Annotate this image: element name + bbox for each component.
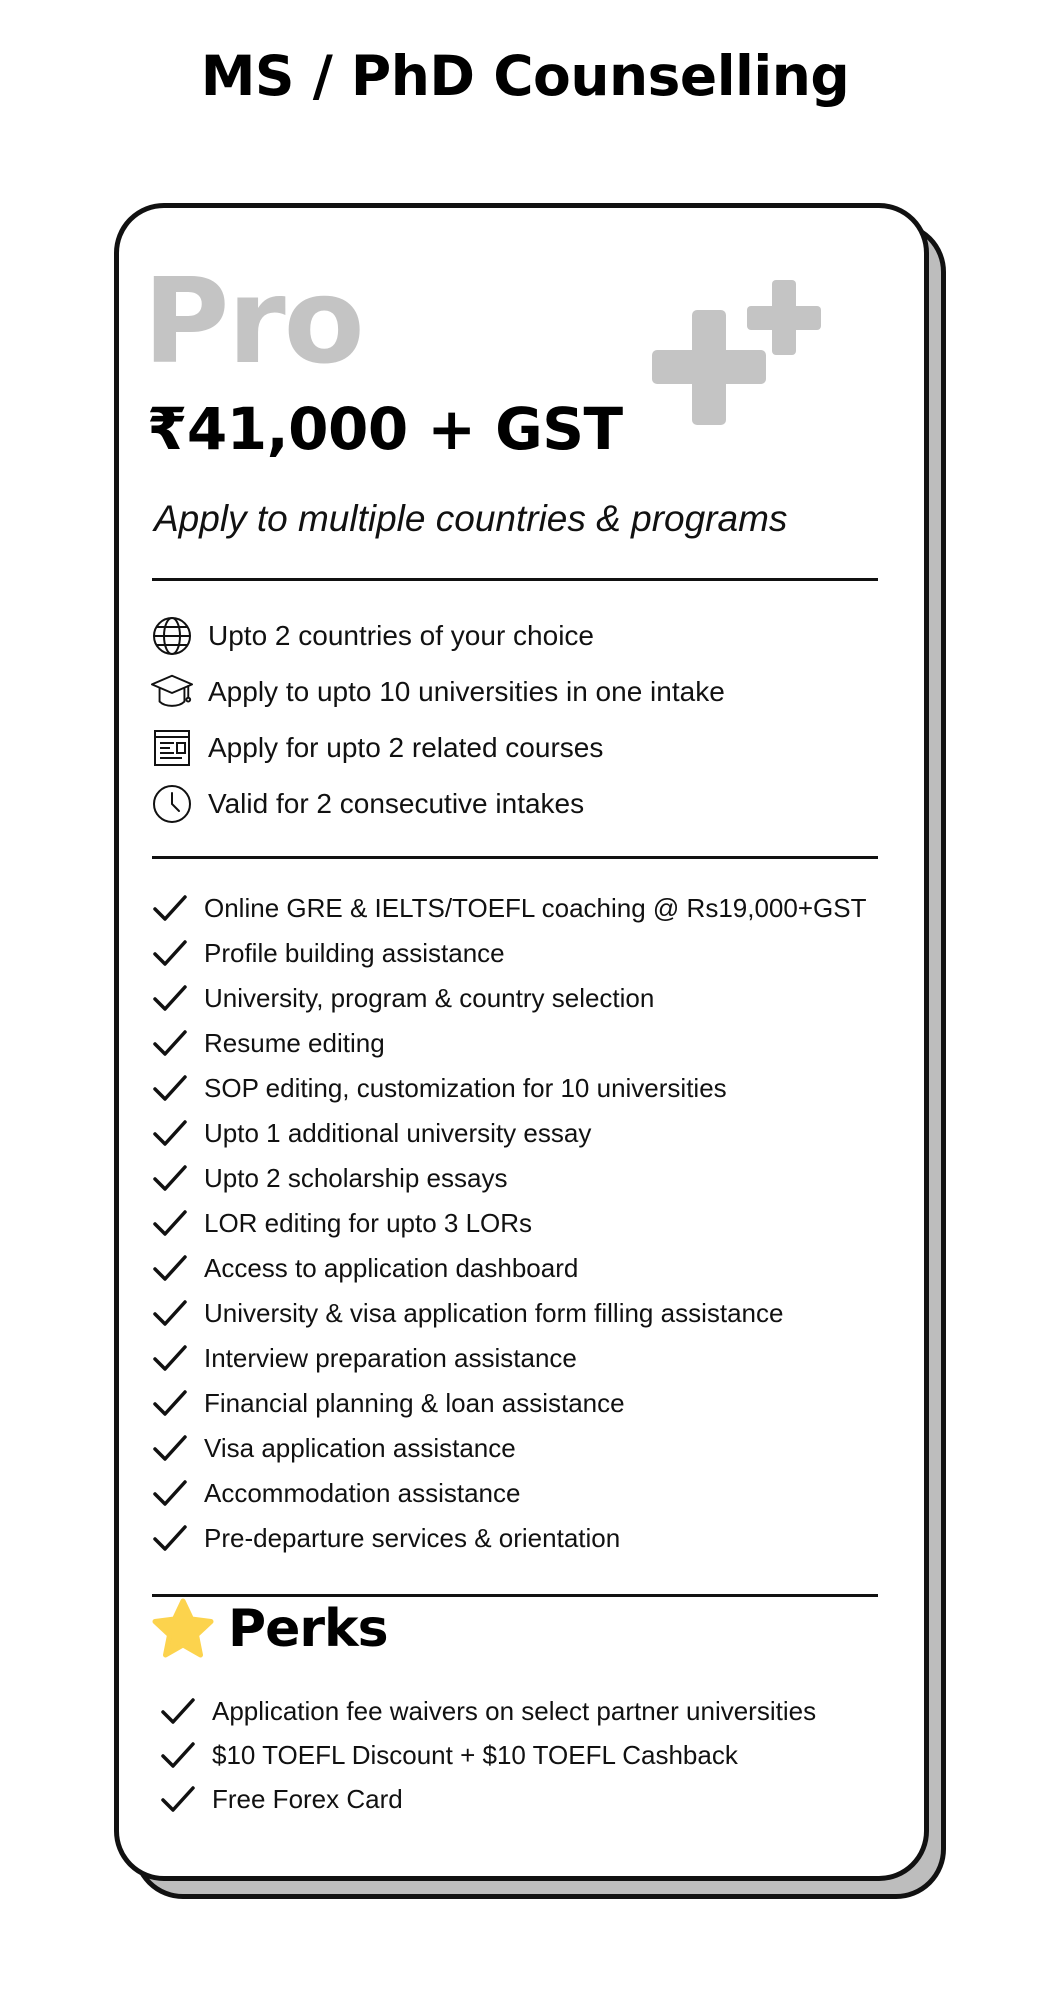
clock-icon: [150, 782, 194, 826]
list-item: [152, 1248, 578, 1288]
feature-courses: [150, 726, 603, 770]
checkmark-icon: [152, 1253, 188, 1283]
list-item-label: Interview preparation assistance: [204, 1342, 577, 1373]
list-item: [152, 888, 866, 928]
list-item: [152, 1023, 385, 1063]
list-item: [152, 1518, 620, 1558]
list-item: [152, 933, 505, 973]
list-item-label: Free Forex Card: [212, 1783, 403, 1814]
checkmark-icon: [152, 893, 188, 923]
feature-label: Valid for 2 consecutive intakes: [208, 788, 585, 819]
list-item-label: Accommodation assistance: [204, 1477, 521, 1508]
list-item: [152, 1158, 507, 1198]
checkmark-icon: [152, 1208, 188, 1238]
globe-icon: [150, 614, 194, 658]
perks-header: [150, 1598, 388, 1660]
list-item: [160, 1779, 403, 1819]
checkmark-icon: [160, 1696, 196, 1726]
feature-label: Apply for upto 2 related courses: [208, 732, 604, 763]
list-item-label: Profile building assistance: [204, 937, 505, 968]
list-item-label: SOP editing, customization for 10 universities: [204, 1072, 727, 1103]
plan-tagline: Apply to multiple countries & programs: [154, 498, 788, 539]
divider: [152, 1594, 878, 1597]
list-item: [152, 1203, 532, 1243]
checkmark-icon: [152, 1478, 188, 1508]
checkmark-icon: [160, 1784, 196, 1814]
checkmark-icon: [152, 1163, 188, 1193]
list-item: [160, 1735, 738, 1775]
checkmark-icon: [152, 1118, 188, 1148]
list-item-label: Access to application dashboard: [204, 1252, 579, 1283]
list-item-label: University & visa application form filling assistance: [204, 1297, 784, 1328]
list-item: [152, 1338, 577, 1378]
course-document-icon: [150, 726, 194, 770]
list-item-label: Visa application assistance: [204, 1432, 516, 1463]
page-title: MS / PhD Counselling: [200, 44, 850, 108]
list-item-label: University, program & country selection: [204, 982, 655, 1013]
checkmark-icon: [152, 1523, 188, 1553]
checkmark-icon: [152, 1433, 188, 1463]
list-item-label: Pre-departure services & orientation: [204, 1522, 621, 1553]
feature-validity: [150, 782, 584, 826]
checkmark-icon: [152, 1388, 188, 1418]
checkmark-icon: [152, 983, 188, 1013]
list-item: [152, 1383, 625, 1423]
list-item: [152, 1473, 520, 1513]
list-item: [152, 1068, 727, 1108]
list-item: [152, 978, 654, 1018]
tier-name: Pro: [143, 252, 363, 390]
feature-label: Upto 2 countries of your choice: [208, 620, 594, 651]
checkmark-icon: [160, 1740, 196, 1770]
list-item-label: Online GRE & IELTS/TOEFL coaching @ Rs19,000+GST: [204, 892, 867, 923]
star-icon: [150, 1598, 216, 1660]
feature-countries: [150, 614, 594, 658]
plan-price: ₹41,000 + GST: [147, 395, 623, 463]
list-item-label: Upto 2 scholarship essays: [204, 1162, 508, 1193]
list-item: [152, 1428, 516, 1468]
list-item: [152, 1113, 591, 1153]
list-item-label: LOR editing for upto 3 LORs: [204, 1207, 533, 1238]
graduation-cap-icon: [150, 670, 194, 714]
list-item-label: Financial planning & loan assistance: [204, 1387, 625, 1418]
perks-title: Perks: [228, 1599, 388, 1659]
list-item-label: $10 TOEFL Discount + $10 TOEFL Cashback: [212, 1739, 738, 1770]
checkmark-icon: [152, 1298, 188, 1328]
checkmark-icon: [152, 1343, 188, 1373]
divider: [152, 578, 878, 581]
feature-universities: [150, 670, 725, 714]
checkmark-icon: [152, 1073, 188, 1103]
list-item-label: Resume editing: [204, 1027, 385, 1058]
checkmark-icon: [152, 1028, 188, 1058]
list-item-label: Application fee waivers on select partner universities: [212, 1695, 817, 1726]
list-item: [152, 1293, 783, 1333]
divider: [152, 856, 878, 859]
list-item: [160, 1691, 816, 1731]
checkmark-icon: [152, 938, 188, 968]
list-item-label: Upto 1 additional university essay: [204, 1117, 592, 1148]
feature-label: Apply to upto 10 universities in one intake: [208, 676, 725, 707]
plus-plus-icon: [650, 275, 870, 435]
